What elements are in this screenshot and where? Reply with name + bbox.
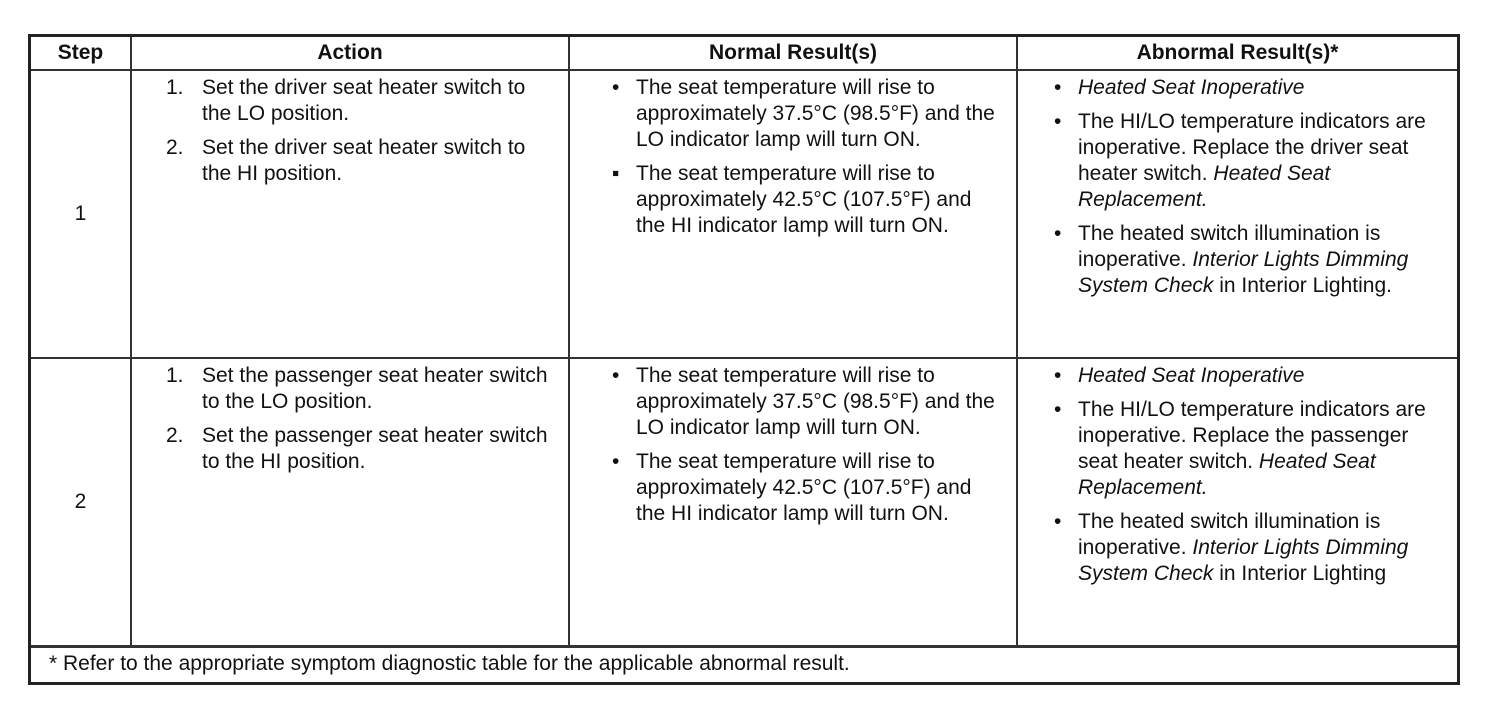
abnormal-result-tail: in Interior Lighting.	[1213, 274, 1392, 297]
bullet-icon: •	[612, 450, 620, 473]
action-text: Set the passenger seat heater switch to the LO position.	[202, 364, 548, 413]
header-abnormal-results: Abnormal Result(s)*	[1017, 37, 1457, 70]
normal-result-text: The seat temperature will rise to approximately 37.5°C (98.5°F) and the LO indicator lamp will turn ON.	[636, 76, 995, 151]
abnormal-result-reference: Heated Seat Replacement.	[1078, 162, 1331, 211]
bullet-icon: •	[1054, 510, 1062, 533]
step-number: 2	[31, 358, 131, 646]
normal-result-item	[612, 363, 1006, 441]
bullet-icon: •	[612, 76, 620, 99]
normal-result-cell	[569, 358, 1017, 646]
normal-result-list	[612, 363, 1006, 527]
abnormal-result-list	[1054, 363, 1447, 587]
bullet-icon: •	[1054, 398, 1062, 421]
action-number: 1.	[166, 364, 184, 387]
abnormal-result-item	[1054, 509, 1447, 587]
action-text: Set the driver seat heater switch to the HI position.	[202, 136, 526, 185]
abnormal-result-text: The HI/LO temperature indicators are inoperative. Replace the driver seat heater switch.	[1078, 110, 1426, 185]
abnormal-result-reference: Heated Seat Inoperative	[1078, 364, 1305, 387]
action-text: Set the passenger seat heater switch to the HI position.	[202, 424, 548, 473]
action-cell	[131, 358, 569, 646]
abnormal-result-text: The heated switch illumination is inoperative.	[1078, 222, 1381, 271]
abnormal-result-item	[1054, 397, 1447, 501]
abnormal-result-reference: Interior Lights Dimming System Check	[1078, 248, 1409, 297]
header-action: Action	[131, 37, 569, 70]
table-footnote: * Refer to the appropriate symptom diagnostic table for the applicable abnormal result.	[31, 646, 1457, 682]
normal-result-list	[612, 75, 1006, 239]
action-list	[166, 363, 558, 475]
action-number: 2.	[166, 136, 184, 159]
action-item	[166, 423, 558, 475]
abnormal-result-reference: Interior Lights Dimming System Check	[1078, 536, 1409, 585]
bullet-icon: •	[1054, 364, 1062, 387]
table-row	[31, 358, 1457, 646]
action-item	[166, 75, 558, 127]
bullet-icon: •	[1054, 76, 1062, 99]
action-cell	[131, 70, 569, 358]
action-item	[166, 135, 558, 187]
header-row	[31, 37, 1457, 70]
bullet-icon: •	[1054, 110, 1062, 133]
diagnostic-table	[31, 37, 1457, 647]
abnormal-result-reference: Heated Seat Replacement.	[1078, 450, 1376, 499]
action-text: Set the driver seat heater switch to the LO position.	[202, 76, 526, 125]
bullet-icon: •	[1054, 222, 1062, 245]
step-number: 1	[31, 70, 131, 358]
action-list	[166, 75, 558, 187]
diagnostic-table-frame	[28, 34, 1460, 685]
abnormal-result-cell	[1017, 70, 1457, 358]
header-step: Step	[31, 37, 131, 70]
abnormal-result-item	[1054, 75, 1447, 101]
bullet-icon: •	[612, 364, 620, 387]
action-number: 2.	[166, 424, 184, 447]
abnormal-result-list	[1054, 75, 1447, 299]
abnormal-result-item	[1054, 109, 1447, 213]
abnormal-result-text: The HI/LO temperature indicators are inoperative. Replace the passenger seat heater switch.	[1078, 398, 1426, 473]
action-item	[166, 363, 558, 415]
bullet-icon: ▪	[612, 162, 620, 185]
abnormal-result-text: The heated switch illumination is inoperative.	[1078, 510, 1381, 559]
header-normal-results: Normal Result(s)	[569, 37, 1017, 70]
normal-result-text: The seat temperature will rise to approximately 42.5°C (107.5°F) and the HI indicator lamp will turn ON.	[636, 450, 972, 525]
action-number: 1.	[166, 76, 184, 99]
normal-result-item	[612, 161, 1006, 239]
normal-result-cell	[569, 70, 1017, 358]
abnormal-result-tail: in Interior Lighting	[1213, 562, 1387, 585]
abnormal-result-item	[1054, 221, 1447, 299]
abnormal-result-item	[1054, 363, 1447, 389]
abnormal-result-cell	[1017, 358, 1457, 646]
normal-result-text: The seat temperature will rise to approximately 42.5°C (107.5°F) and the HI indicator lamp will turn ON.	[636, 162, 972, 237]
normal-result-item	[612, 75, 1006, 153]
normal-result-item	[612, 449, 1006, 527]
table-row	[31, 70, 1457, 358]
abnormal-result-reference: Heated Seat Inoperative	[1078, 76, 1305, 99]
normal-result-text: The seat temperature will rise to approximately 37.5°C (98.5°F) and the LO indicator lamp will turn ON.	[636, 364, 995, 439]
